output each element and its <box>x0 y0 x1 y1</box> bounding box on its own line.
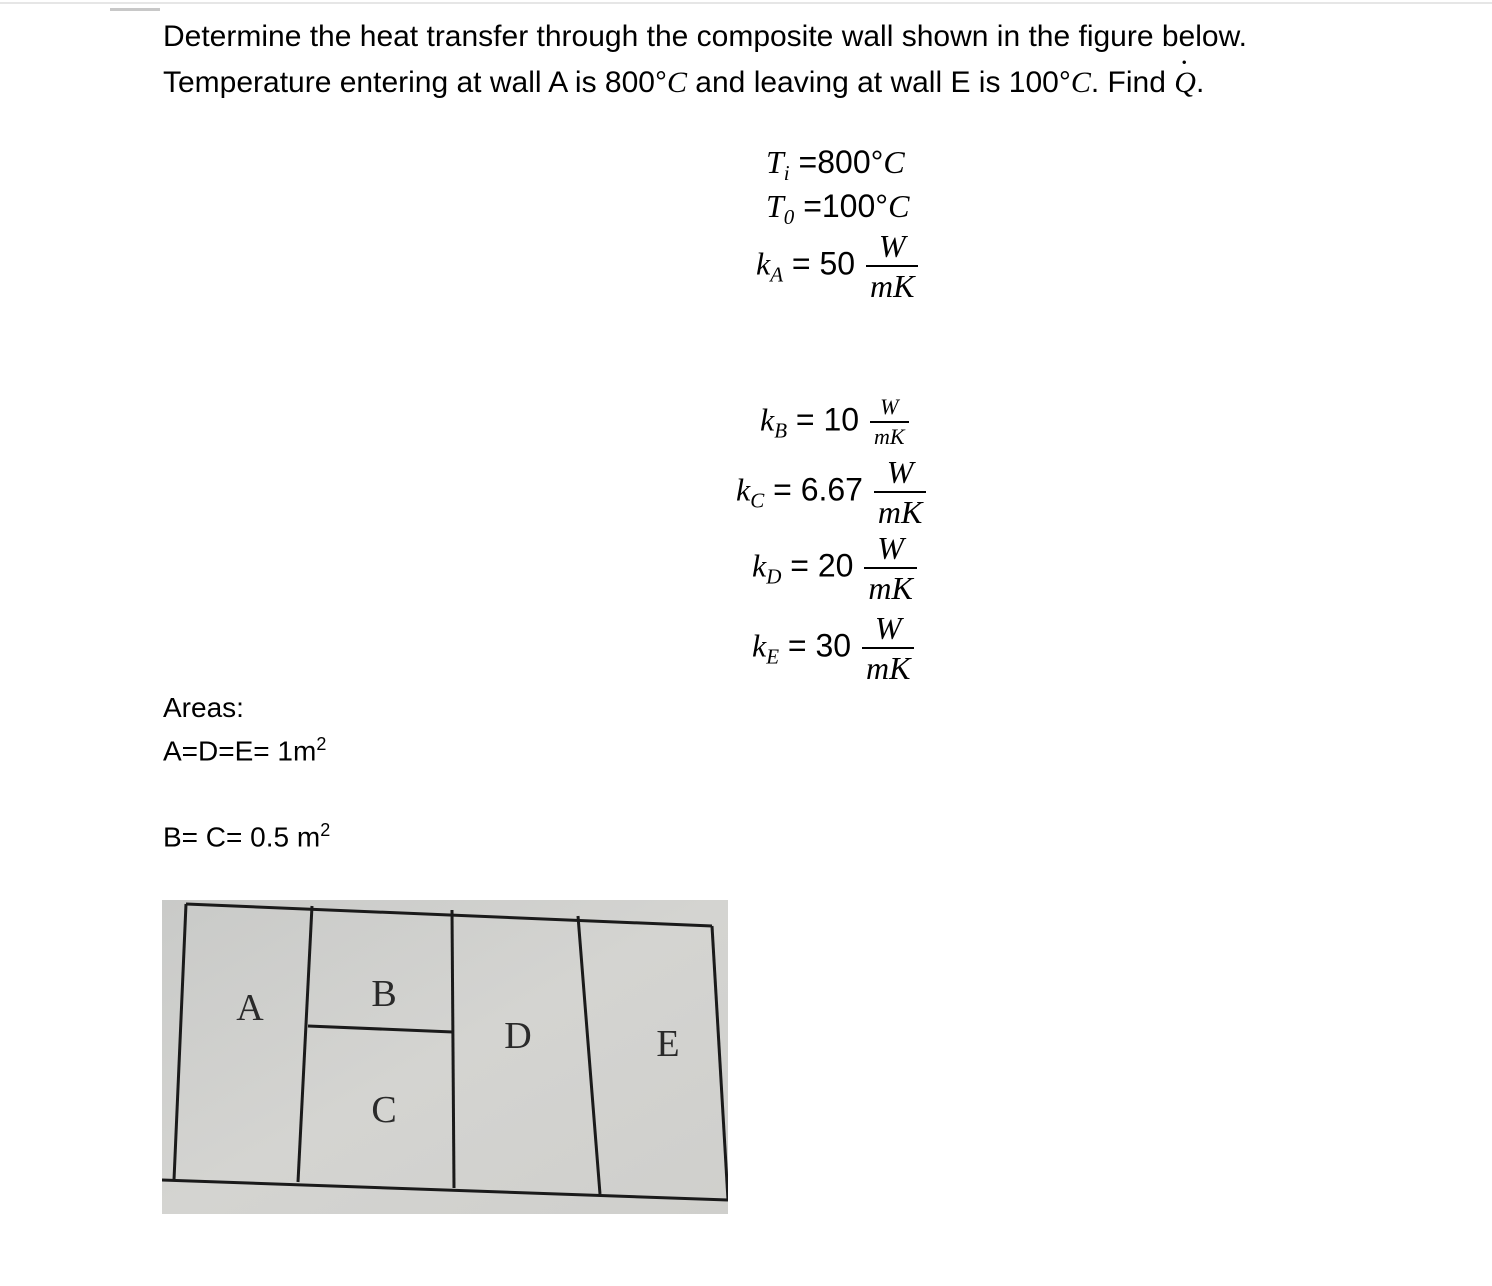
problem-statement <box>163 14 1247 106</box>
label-d: D <box>504 1015 532 1057</box>
composite-wall-drawing <box>162 900 728 1214</box>
problem-line-2-end: . <box>1195 66 1205 99</box>
label-a: A <box>236 987 264 1029</box>
areas-ade: $A=D=E= 1m^2$ <box>163 734 327 767</box>
given-ti: $T_i =800^\circ C$ <box>766 144 905 185</box>
given-to: $T_0 =100^\circ C$ <box>766 188 910 229</box>
given-kd: $k_D = 20$ $\frac{W}{mK}$ <box>752 532 917 604</box>
problem-line-2-find: . Find <box>1090 66 1175 99</box>
celsius-unit-1: C <box>666 66 687 99</box>
given-kc: $k_C = 6.67$ $\frac{W}{mK}$ <box>736 456 926 528</box>
label-c: C <box>371 1089 397 1131</box>
heat-rate-symbol: · Q <box>1174 60 1196 106</box>
given-kb: $k_B = 10$ $\frac{W}{mK}$ <box>760 396 909 448</box>
label-b: B <box>371 973 397 1015</box>
problem-line-2-part-1: Temperature entering at wall A is 800° <box>163 66 667 99</box>
areas-heading: Areas: <box>163 692 244 723</box>
problem-line-2-part-2: and leaving at wall E is 100° <box>686 66 1071 99</box>
kd-unit-fraction: $\frac{W}{mK}$ <box>864 532 916 604</box>
kb-unit-fraction: $\frac{W}{mK}$ <box>870 396 909 448</box>
given-ke: $k_E = 30$ $\frac{W}{mK}$ <box>752 612 914 684</box>
problem-line-2 <box>163 60 1247 106</box>
page-corner-mark <box>110 8 160 11</box>
celsius-unit-2: C <box>1070 66 1091 99</box>
composite-wall-figure <box>162 900 728 1214</box>
ka-unit-fraction: $\frac{W}{mK}$ <box>866 230 918 302</box>
photo-background <box>162 900 728 1214</box>
wall-bc-d-boundary <box>452 910 454 1188</box>
ke-unit-fraction: $\frac{W}{mK}$ <box>862 612 914 684</box>
kc-unit-fraction: $\frac{W}{mK}$ <box>874 456 926 528</box>
problem-line-1: Determine the heat transfer through the composite wall shown in the figure below. <box>163 20 1247 53</box>
given-ka: $k_A = 50$ $\frac{W}{mK}$ <box>756 230 918 302</box>
areas-bc: B= C= 0.5 $m^2$ <box>163 820 331 853</box>
page-top-rule <box>0 2 1492 4</box>
label-e: E <box>656 1023 680 1065</box>
